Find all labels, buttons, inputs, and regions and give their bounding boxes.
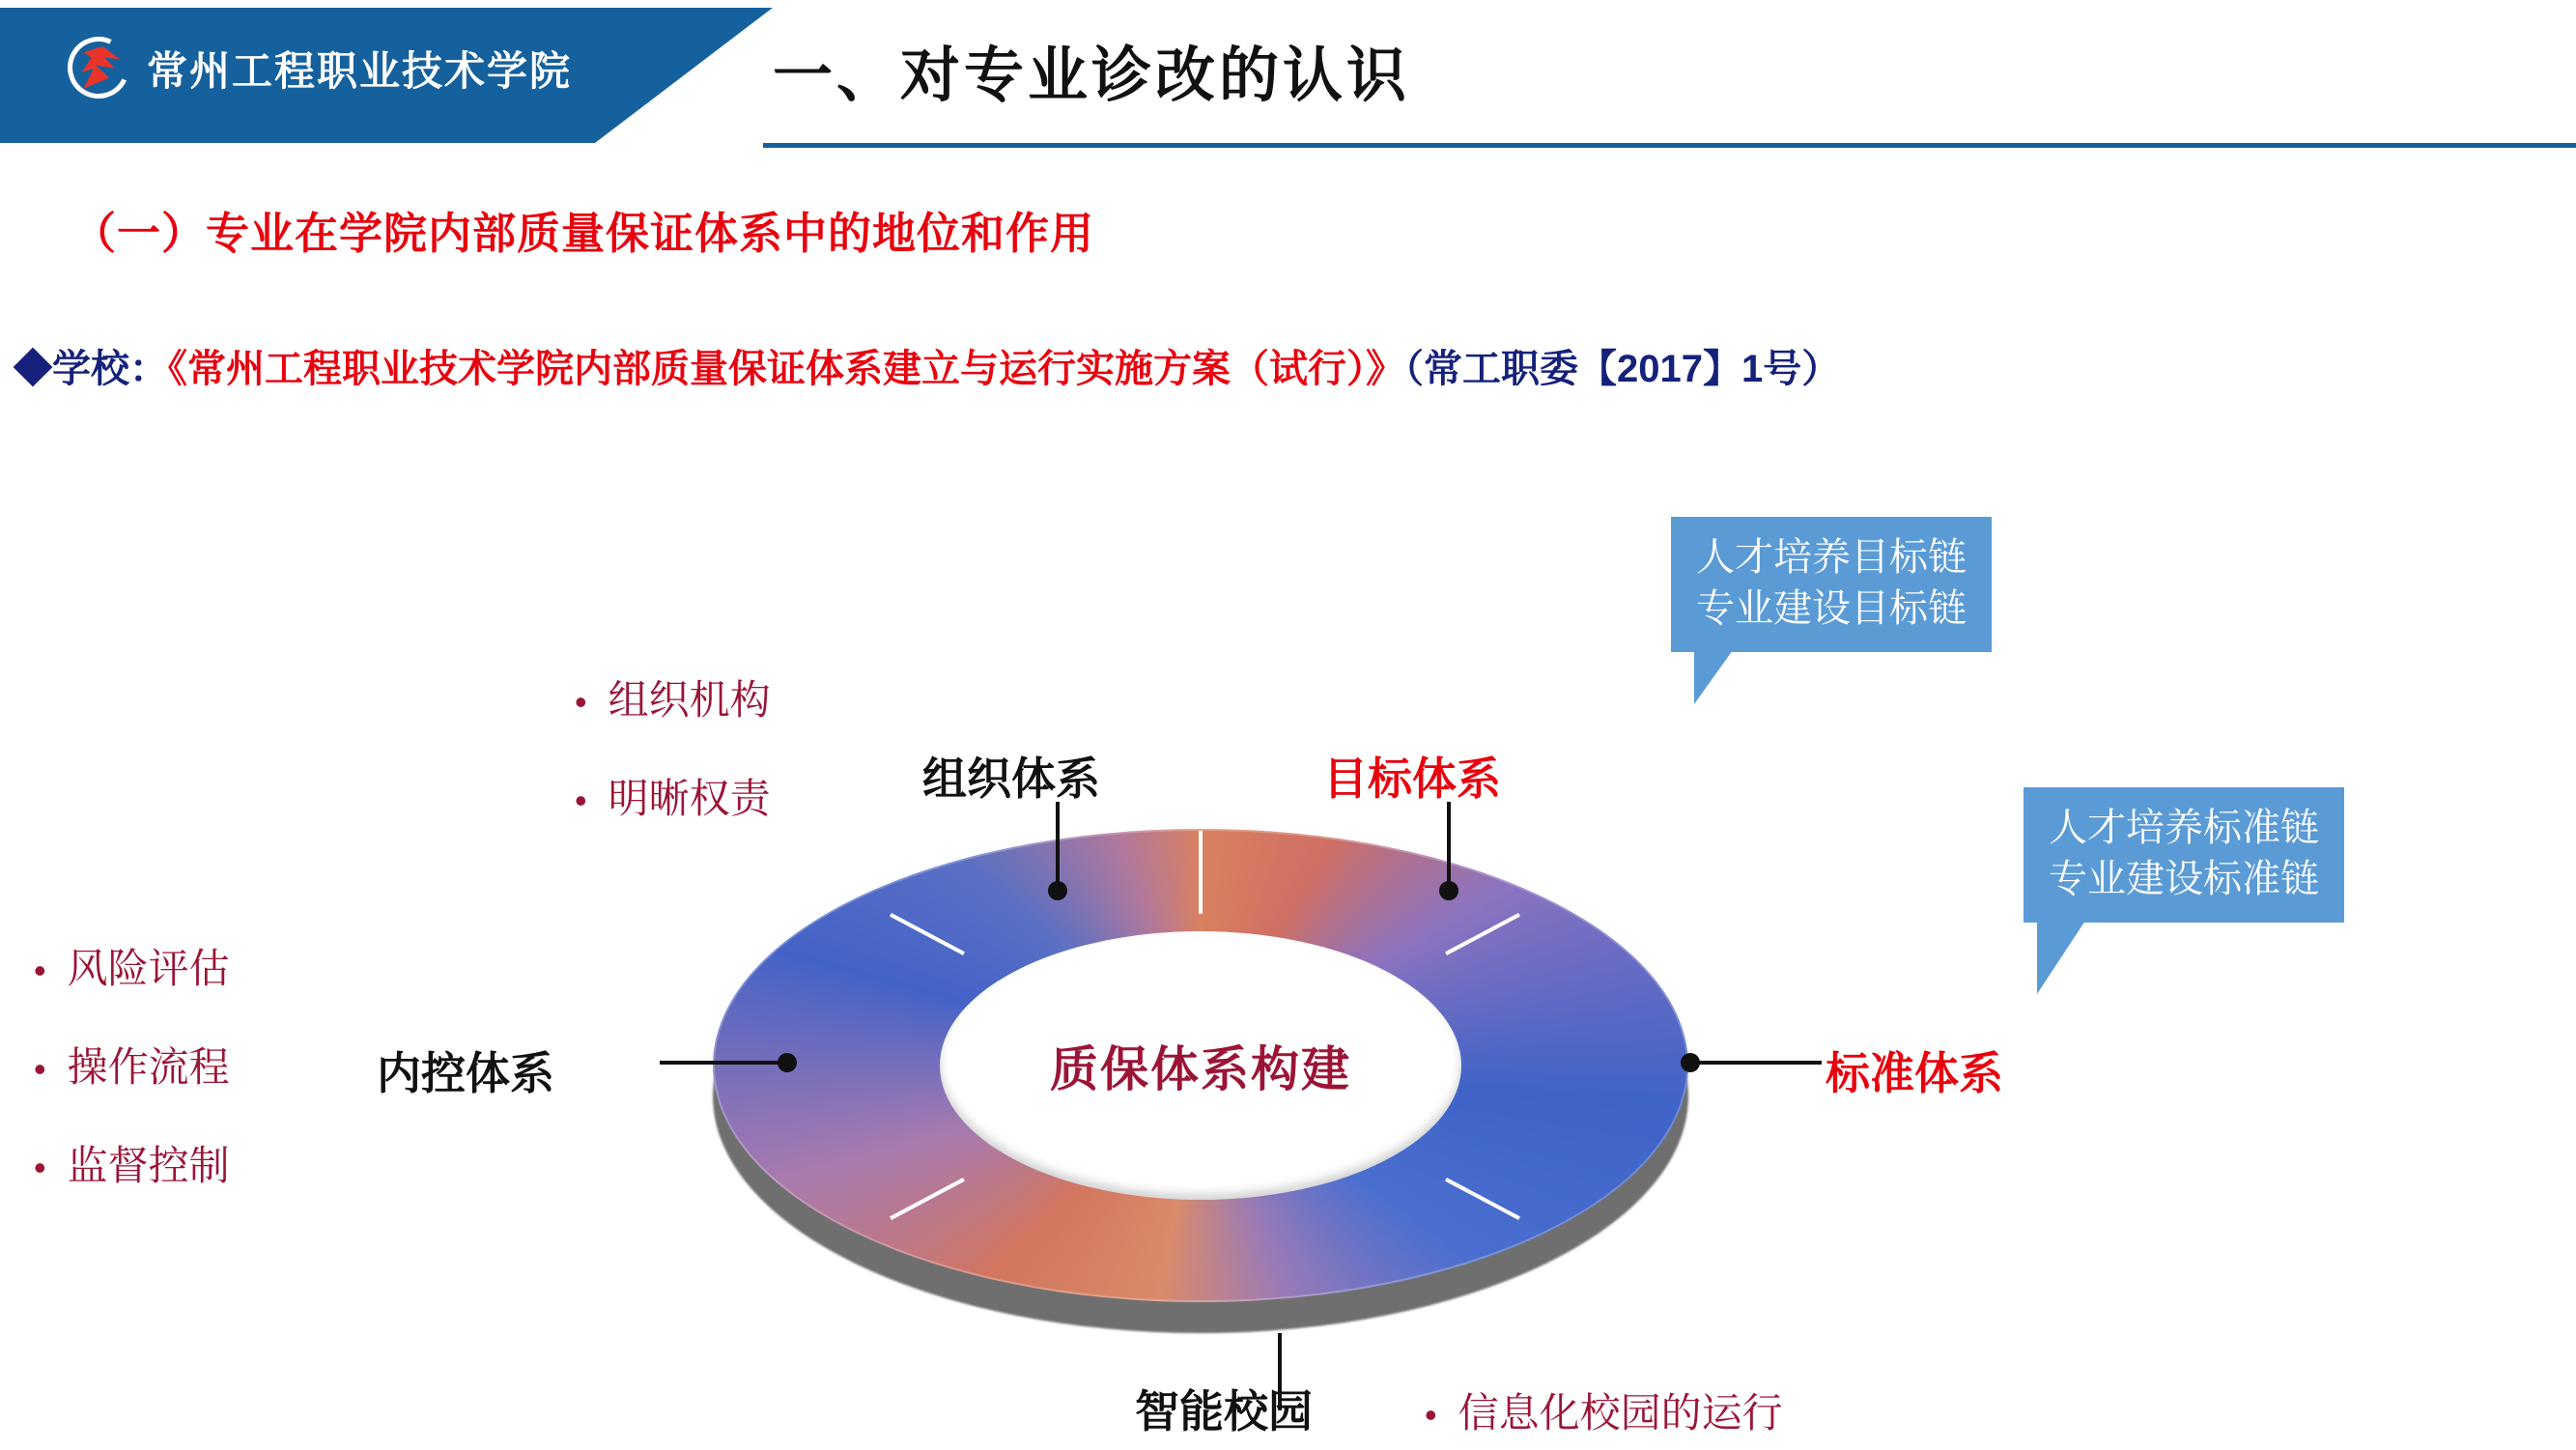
node-label-internal-control: 内控体系: [377, 1048, 554, 1098]
organization-bullet-list: [575, 668, 771, 866]
list-item-label: 信息化校园的运行: [1458, 1390, 1783, 1436]
bullet-dot-icon: •: [575, 781, 587, 820]
callout-line-1: 人才培养目标链: [1696, 536, 1967, 579]
school-logo: [68, 37, 572, 100]
leader-line-organization: [1056, 802, 1060, 887]
node-label-goal: 目标体系: [1323, 753, 1501, 804]
school-name: 常州工程职业技术学院: [147, 50, 573, 95]
header-divider: [763, 143, 2576, 148]
list-item-label: 风险评估: [67, 946, 230, 991]
leader-line-goal: [1447, 802, 1451, 887]
bullet-dot-icon: •: [34, 1148, 46, 1187]
callout-tail: [2037, 921, 2085, 994]
flame-logo-icon: [68, 37, 131, 100]
bullet-dot-icon: •: [34, 951, 46, 990]
smart-campus-bullet-list: [1425, 1381, 1783, 1439]
list-item: [34, 1036, 230, 1094]
sub-heading: （一）专业在学院内部质量保证体系中的地位和作用: [72, 209, 1095, 258]
callout-standard-chain: [2024, 787, 2344, 923]
list-item: [1425, 1381, 1783, 1439]
diamond-bullet-icon: ◆: [14, 348, 52, 390]
leader-line-internal-control: [660, 1061, 783, 1065]
doc-code: （常工职委【2017】1号）: [1404, 348, 1841, 390]
list-item: [575, 668, 771, 726]
list-item: [575, 767, 771, 825]
node-label-organization: 组织体系: [922, 753, 1100, 804]
callout-line-1: 人才培养标准链: [2049, 807, 2319, 849]
list-item: [34, 937, 230, 995]
doc-label: 学校：: [52, 348, 168, 390]
page-title: 一、对专业诊改的认识: [773, 43, 1411, 109]
slide-header: [0, 0, 2576, 155]
doc-title: 《常州工程职业技术学院内部质量保证体系建立与运行实施方案（试行）》: [168, 348, 1404, 390]
callout-tail: [1694, 650, 1733, 704]
list-item-label: 组织机构: [608, 677, 771, 723]
ring-separator: [1199, 831, 1203, 914]
bullet-dot-icon: •: [1425, 1395, 1437, 1435]
node-label-smart-campus: 智能校园: [1135, 1386, 1313, 1436]
leader-line-standard: [1698, 1061, 1822, 1065]
bullet-dot-icon: •: [34, 1049, 46, 1089]
list-item: [34, 1134, 230, 1192]
callout-line-2: 专业建设目标链: [1696, 586, 1967, 630]
node-dot-standard: [1681, 1053, 1700, 1072]
document-reference: [14, 338, 1840, 393]
node-label-standard: 标准体系: [1826, 1048, 2003, 1098]
list-item-label: 明晰权责: [608, 776, 771, 821]
quality-system-diagram: [0, 454, 2576, 1450]
callout-goal-chain: [1671, 517, 1992, 652]
callout-line-2: 专业建设标准链: [2049, 857, 2319, 900]
list-item-label: 操作流程: [67, 1044, 230, 1090]
bullet-dot-icon: •: [575, 682, 587, 722]
ring-center-label: 质保体系构建: [1050, 1042, 1351, 1096]
internal-control-bullet-list: [34, 937, 230, 1233]
list-item-label: 监督控制: [67, 1143, 230, 1188]
ring-graphic: [694, 810, 1708, 1350]
